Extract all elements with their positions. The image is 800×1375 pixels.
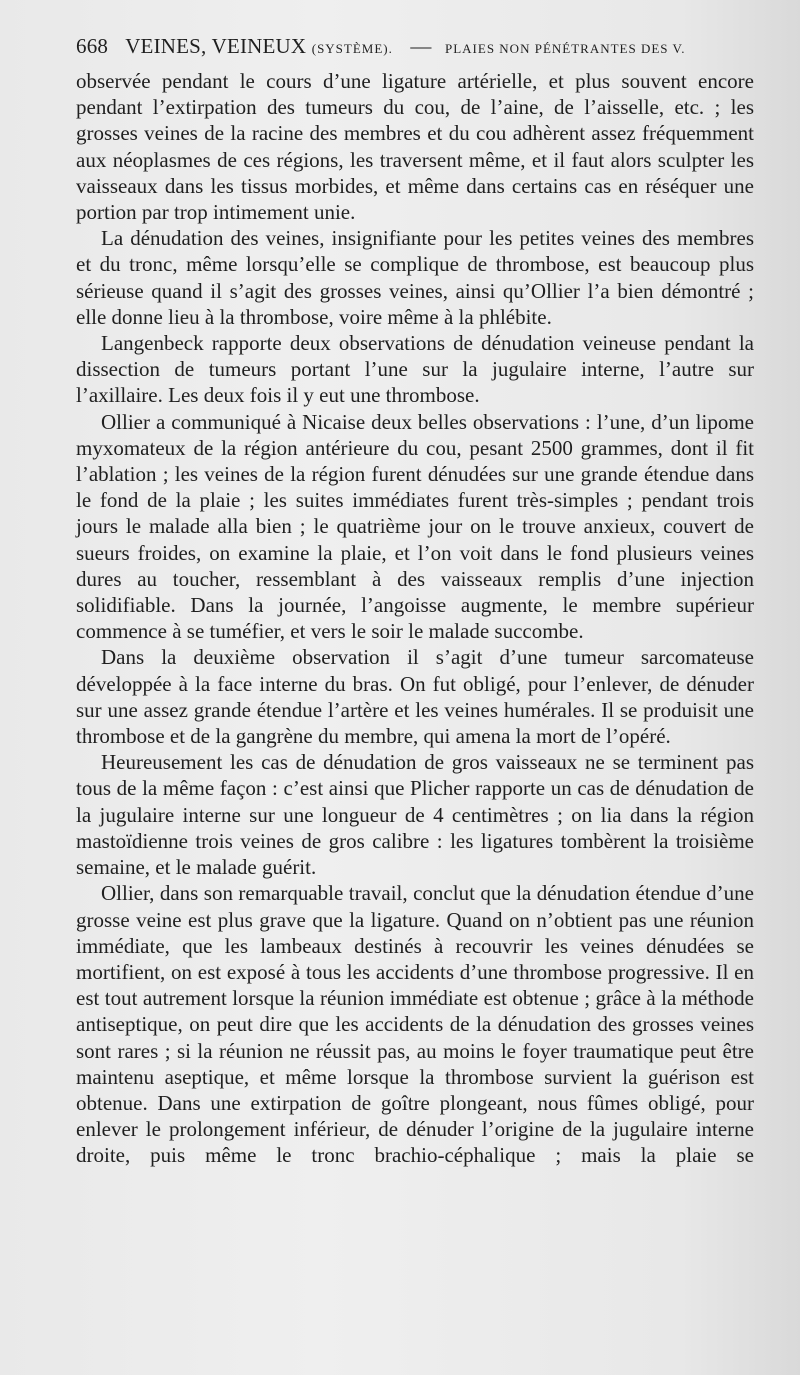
paragraph: observée pendant le cours d’une ligature artérielle, et plus souvent encore pendant l’extirpation des tumeurs du cou, de l’aine, de l’aisselle, etc. ; les grosses veines de la racine des membres et du cou adhèrent assez fréquemment aux néoplasmes de ces régions, les traversent même, et il faut alors sculpter les vaisseaux dans les tissus morbides, et même dans certains cas en réséquer une portion par trop intimement unie. [76, 69, 754, 225]
header-section: (SYSTÈME). [311, 41, 393, 56]
paragraph: Ollier, dans son remarquable travail, conclut que la dénudation étendue d’une grosse veine est plus grave que la ligature. Quand on n’obtient pas une réunion immédiate, que les lambeaux destinés à recouvrir les veines dénudées se mortifient, on est exposé à tous les accidents d’une thrombose progressive. Il en est tout autrement lorsque la réunion immédiate est obtenue ; grâce à la méthode antiseptique, on peut dire que les accidents de la dénudation des grosses veines sont rares ; si la réunion ne réussit pas, au moins le foyer traumatique peut être maintenu aseptique, et même lorsque la thrombose survient la guérison est obtenue. Dans une extirpation de goître plongeant, nous fûmes obligé, pour enlever le prolongement inférieur, de dénuder l’origine de la jugulaire interne droite, puis même le tronc brachio-céphalique ; mais la plaie se [76, 881, 754, 1168]
header-title: VEINES, VEINEUX [125, 34, 307, 58]
page-number: 668 [76, 34, 109, 58]
header-dash: — [410, 34, 432, 58]
header-subtitle: PLAIES NON PÉNÉTRANTES DES V. [444, 41, 686, 56]
paragraph: Ollier a communiqué à Nicaise deux belles observations : l’une, d’un lipome myxomateux de la région antérieure du cou, pesant 2500 grammes, dont il fit l’ablation ; les veines de la région furent dénudées sur une grande étendue dans le fond de la plaie ; les suites immédiates furent très-simples ; pendant trois jours le malade alla bien ; le quatrième jour on le trouve anxieux, couvert de sueurs froides, on examine la plaie, et l’on voit dans le fond plusieurs veines dures au toucher, ressemblant à des vaisseaux remplis d’une injection solidifiable. Dans la journée, l’angoisse augmente, le membre supérieur commence à se tuméfier, et vers le soir le malade succombe. [76, 409, 754, 644]
paragraph: Heureusement les cas de dénudation de gros vaisseaux ne se terminent pas tous de la même façon : c’est ainsi que Plicher rapporte un cas de dénudation de la jugulaire interne sur une longueur de 4 centimètres ; on lia dans la région mastoïdienne trois veines de gros calibre : les ligatures tombèrent la troisième semaine, et le malade guérit. [76, 750, 754, 880]
paragraph: Langenbeck rapporte deux observations de dénudation veineuse pendant la dissection de tumeurs portant l’une sur la jugulaire interne, l’autre sur l’axillaire. Les deux fois il y eut une thrombose. [76, 331, 754, 408]
paragraph: Dans la deuxième observation il s’agit d’une tumeur sarcomateuse développée à la face interne du bras. On fut obligé, pour l’enlever, de dénuder sur une assez grande étendue l’artère et les veines humérales. Il se produisit une thrombose et de la gangrène du membre, qui amena la mort de l’opéré. [76, 645, 754, 749]
body-text [76, 68, 754, 1169]
paragraph: La dénudation des veines, insignifiante pour les petites veines des membres et du tronc, même lorsqu’elle se complique de thrombose, est beaucoup plus sérieuse quand il s’agit des grosses veines, ainsi qu’Ollier l’a bien démontré ; elle donne lieu à la thrombose, voire même à la phlébite. [76, 226, 754, 329]
running-header [76, 32, 716, 60]
